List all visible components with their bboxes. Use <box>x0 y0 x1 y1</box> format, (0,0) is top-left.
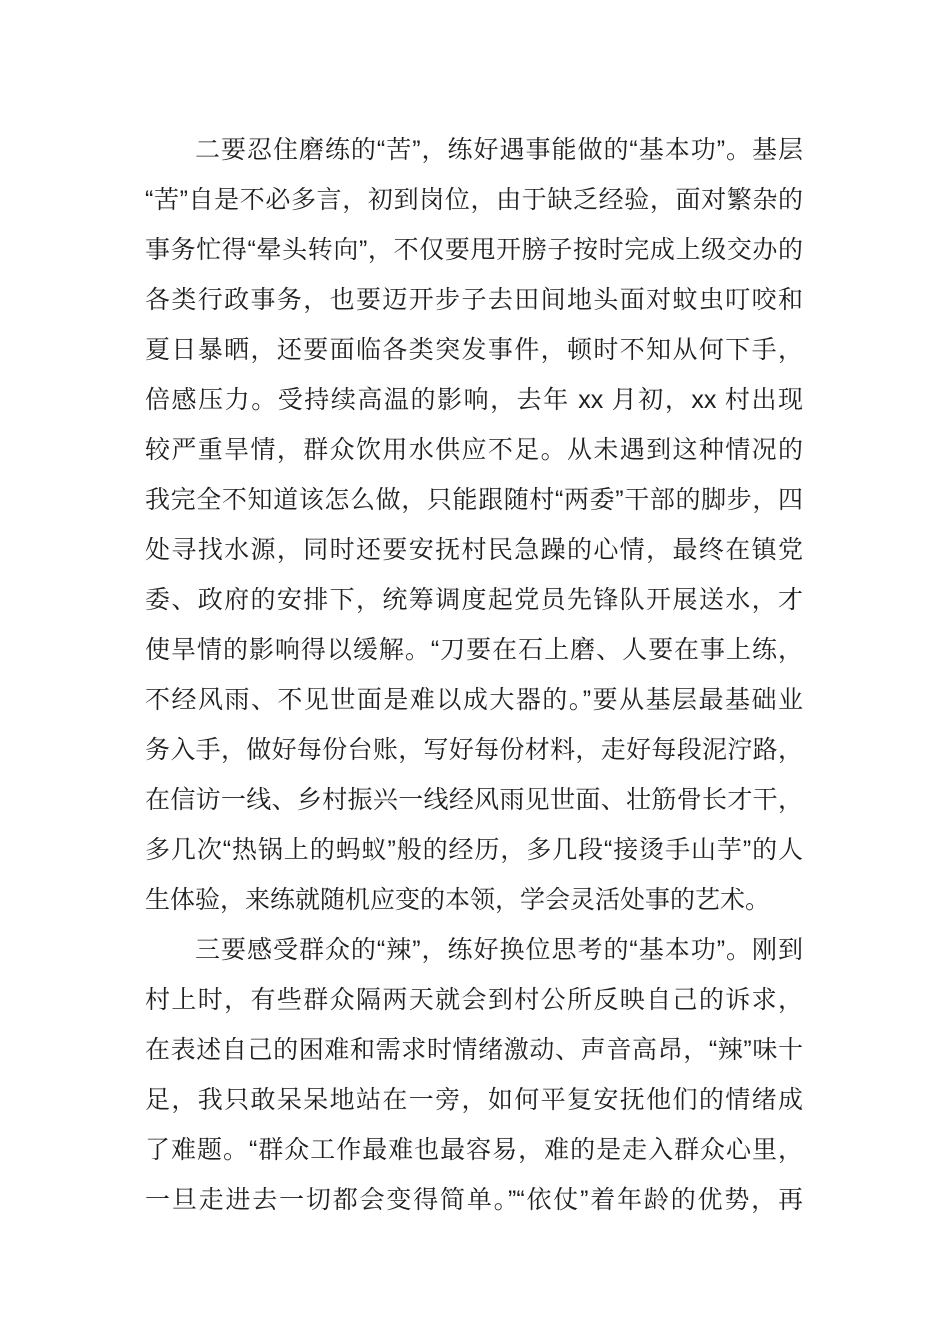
text-line: 在信访一线、乡村振兴一线经风雨见世面、壮筋骨长才干， <box>145 786 803 814</box>
text-line: 事务忙得“晕头转向”，不仅要甩开膀子按时完成上级交办的 <box>145 236 803 264</box>
text-line: 了难题。“群众工作最难也最容易，难的是走入群众心里， <box>145 1136 803 1164</box>
text-line: 较严重旱情，群众饮用水供应不足。从未遇到这种情况的 <box>145 436 803 464</box>
text-line: 三要感受群众的“辣”，练好换位思考的“基本功”。刚到 <box>195 936 803 964</box>
text-line: 处寻找水源，同时还要安抚村民急躁的心情，最终在镇党 <box>145 536 803 564</box>
text-line: 委、政府的安排下，统筹调度起党员先锋队开展送水，才 <box>145 586 803 614</box>
text-line: 各类行政事务，也要迈开步子去田间地头面对蚊虫叮咬和 <box>145 286 803 314</box>
text-line: 使旱情的影响得以缓解。“刀要在石上磨、人要在事上练， <box>145 636 803 664</box>
text-line: 我完全不知道该怎么做，只能跟随村“两委”干部的脚步，四 <box>145 486 803 514</box>
text-line: 足，我只敢呆呆地站在一旁，如何平复安抚他们的情绪成 <box>145 1086 803 1114</box>
text-line: “苦”自是不必多言，初到岗位，由于缺乏经验，面对繁杂的 <box>145 186 803 214</box>
text-line: 在表述自己的困难和需求时情绪激动、声音高昂，“辣”味十 <box>145 1036 803 1064</box>
text-line: 生体验，来练就随机应变的本领，学会灵活处事的艺术。 <box>145 886 771 914</box>
text-line: 倍感压力。受持续高温的影响，去年 xx 月初，xx 村出现 <box>145 386 803 414</box>
text-line: 一旦走进去一切都会变得简单。”“依仗”着年龄的优势，再 <box>145 1186 803 1214</box>
text-line: 务入手，做好每份台账，写好每份材料，走好每段泥泞路， <box>145 736 803 764</box>
text-line: 多几次“热锅上的蚂蚁”般的经历，多几段“接烫手山芋”的人 <box>145 836 803 864</box>
text-line: 不经风雨、不见世面是难以成大器的。”要从基层最基础业 <box>145 686 803 714</box>
body-text <box>145 125 803 1225</box>
paragraph-3 <box>145 925 803 1225</box>
text-line: 村上时，有些群众隔两天就会到村公所反映自己的诉求， <box>145 986 803 1014</box>
text-line: 夏日暴晒，还要面临各类突发事件，顿时不知从何下手， <box>145 336 803 364</box>
text-line: 二要忍住磨练的“苦”，练好遇事能做的“基本功”。基层 <box>195 136 803 164</box>
paragraph-2 <box>145 125 803 925</box>
